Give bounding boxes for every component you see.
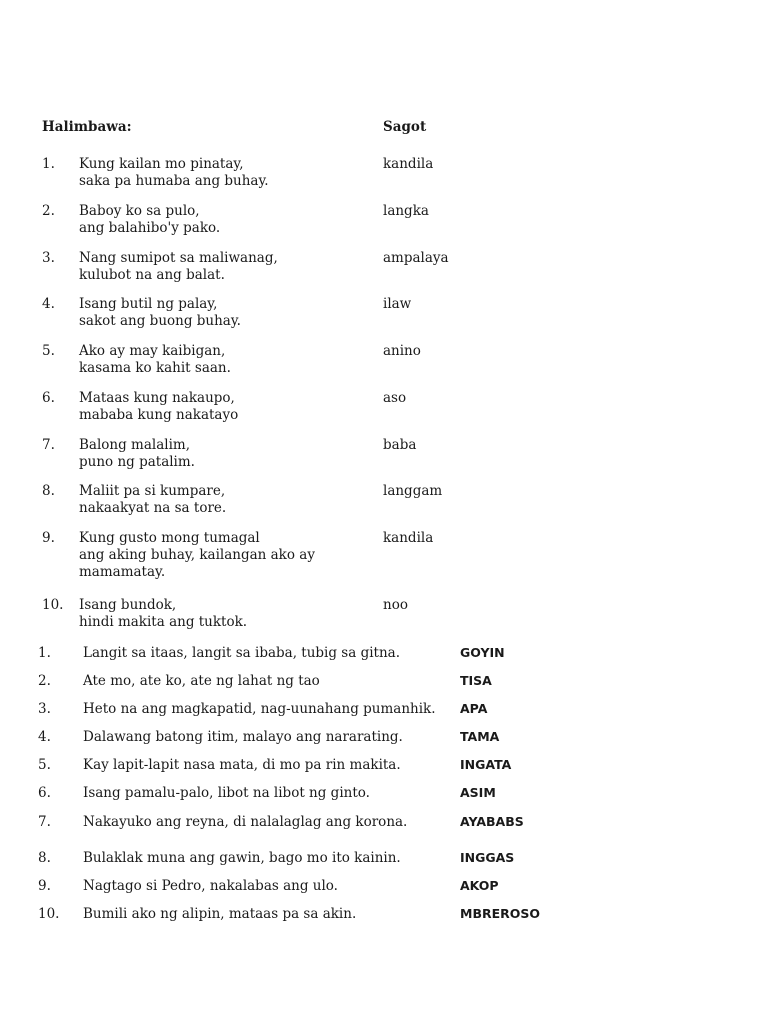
exercise-text: Heto na ang magkapatid, nag-uunahang pumanhik. — [83, 701, 436, 717]
riddle-line: kasama ko kahit saan. — [79, 360, 231, 376]
exercise-answer: INGATA — [460, 757, 512, 772]
exercise-answer: TAMA — [460, 729, 500, 744]
riddle-text — [79, 343, 369, 377]
riddle-answer: aso — [383, 390, 407, 406]
riddle-line: nakaakyat na sa tore. — [79, 500, 227, 516]
exercise-number: 2. — [38, 673, 51, 689]
exercise-text: Isang pamalu-palo, libot na libot ng ginto. — [83, 785, 370, 801]
riddle-line: Kung gusto mong tumagal — [79, 530, 260, 546]
riddle-line: Baboy ko sa pulo, — [79, 203, 200, 219]
exercise-number: 5. — [38, 757, 51, 773]
riddle-line: kulubot na ang balat. — [79, 267, 225, 283]
exercise-answer: AYABABS — [460, 814, 524, 829]
exercise-answer: INGGAS — [460, 850, 515, 865]
exercise-answer: APA — [460, 701, 488, 716]
riddle-text — [79, 483, 369, 517]
riddle-number: 8. — [42, 483, 55, 499]
exercise-text: Kay lapit-lapit nasa mata, di mo pa rin makita. — [83, 757, 401, 773]
riddle-answer: ilaw — [383, 296, 412, 312]
exercise-text: Nagtago si Pedro, nakalabas ang ulo. — [83, 878, 338, 894]
riddle-answer: kandila — [383, 530, 434, 546]
riddle-number: 1. — [42, 156, 55, 172]
riddle-answer: anino — [383, 343, 421, 359]
riddle-text — [79, 156, 369, 190]
exercise-number: 3. — [38, 701, 51, 717]
riddle-number: 9. — [42, 530, 55, 546]
riddle-number: 10. — [42, 597, 64, 613]
exercise-text: Bumili ako ng alipin, mataas pa sa akin. — [83, 906, 357, 922]
riddle-answer: noo — [383, 597, 408, 613]
riddle-line: mamamatay. — [79, 564, 166, 580]
exercise-number: 10. — [38, 906, 60, 922]
exercise-answer: AKOP — [460, 878, 499, 893]
exercise-answer: ASIM — [460, 785, 496, 800]
riddle-line: Nang sumipot sa maliwanag, — [79, 250, 278, 266]
riddle-number: 3. — [42, 250, 55, 266]
riddle-text — [79, 203, 369, 237]
riddle-text — [79, 390, 369, 424]
riddle-line: Isang butil ng palay, — [79, 296, 218, 312]
exercise-number: 7. — [38, 814, 51, 830]
riddle-answer: langgam — [383, 483, 443, 499]
exercise-number: 9. — [38, 878, 51, 894]
riddle-line: Balong malalim, — [79, 437, 190, 453]
riddle-line: Kung kailan mo pinatay, — [79, 156, 244, 172]
riddle-line: Mataas kung nakaupo, — [79, 390, 235, 406]
answer-heading: Sagot — [383, 119, 427, 135]
exercise-answer: MBREROSO — [460, 906, 541, 921]
riddle-line: sakot ang buong buhay. — [79, 313, 241, 329]
riddle-number: 4. — [42, 296, 55, 312]
riddle-answer: langka — [383, 203, 429, 219]
riddle-line: Maliit pa si kumpare, — [79, 483, 226, 499]
exercise-number: 4. — [38, 729, 51, 745]
riddle-line: puno ng patalim. — [79, 454, 195, 470]
examples-heading: Halimbawa: — [42, 119, 132, 135]
riddle-line: ang aking buhay, kailangan ako ay — [79, 547, 315, 563]
exercise-number: 6. — [38, 785, 51, 801]
exercise-text: Nakayuko ang reyna, di nalalaglag ang korona. — [83, 814, 408, 830]
exercise-number: 1. — [38, 645, 51, 661]
riddle-number: 6. — [42, 390, 55, 406]
riddle-text — [79, 250, 369, 284]
riddle-answer: kandila — [383, 156, 434, 172]
exercise-text: Langit sa itaas, langit sa ibaba, tubig sa gitna. — [83, 645, 400, 661]
riddle-line: ang balahibo'y pako. — [79, 220, 221, 236]
riddle-text — [79, 296, 369, 330]
riddle-line: Ako ay may kaibigan, — [79, 343, 226, 359]
exercise-text: Bulaklak muna ang gawin, bago mo ito kainin. — [83, 850, 401, 866]
riddle-text — [79, 597, 369, 631]
riddle-answer: ampalaya — [383, 250, 449, 266]
riddle-answer: baba — [383, 437, 417, 453]
exercise-text: Ate mo, ate ko, ate ng lahat ng tao — [83, 673, 320, 689]
riddle-number: 5. — [42, 343, 55, 359]
riddle-line: hindi makita ang tuktok. — [79, 614, 248, 630]
riddle-line: mababa kung nakatayo — [79, 407, 239, 423]
exercise-answer: TISA — [460, 673, 492, 688]
exercise-text: Dalawang batong itim, malayo ang nararating. — [83, 729, 403, 745]
riddle-number: 2. — [42, 203, 55, 219]
riddle-line: Isang bundok, — [79, 597, 177, 613]
riddle-line: saka pa humaba ang buhay. — [79, 173, 269, 189]
riddle-text — [79, 530, 369, 581]
exercise-answer: GOYIN — [460, 645, 505, 660]
exercise-number: 8. — [38, 850, 51, 866]
riddle-number: 7. — [42, 437, 55, 453]
riddle-text — [79, 437, 369, 471]
